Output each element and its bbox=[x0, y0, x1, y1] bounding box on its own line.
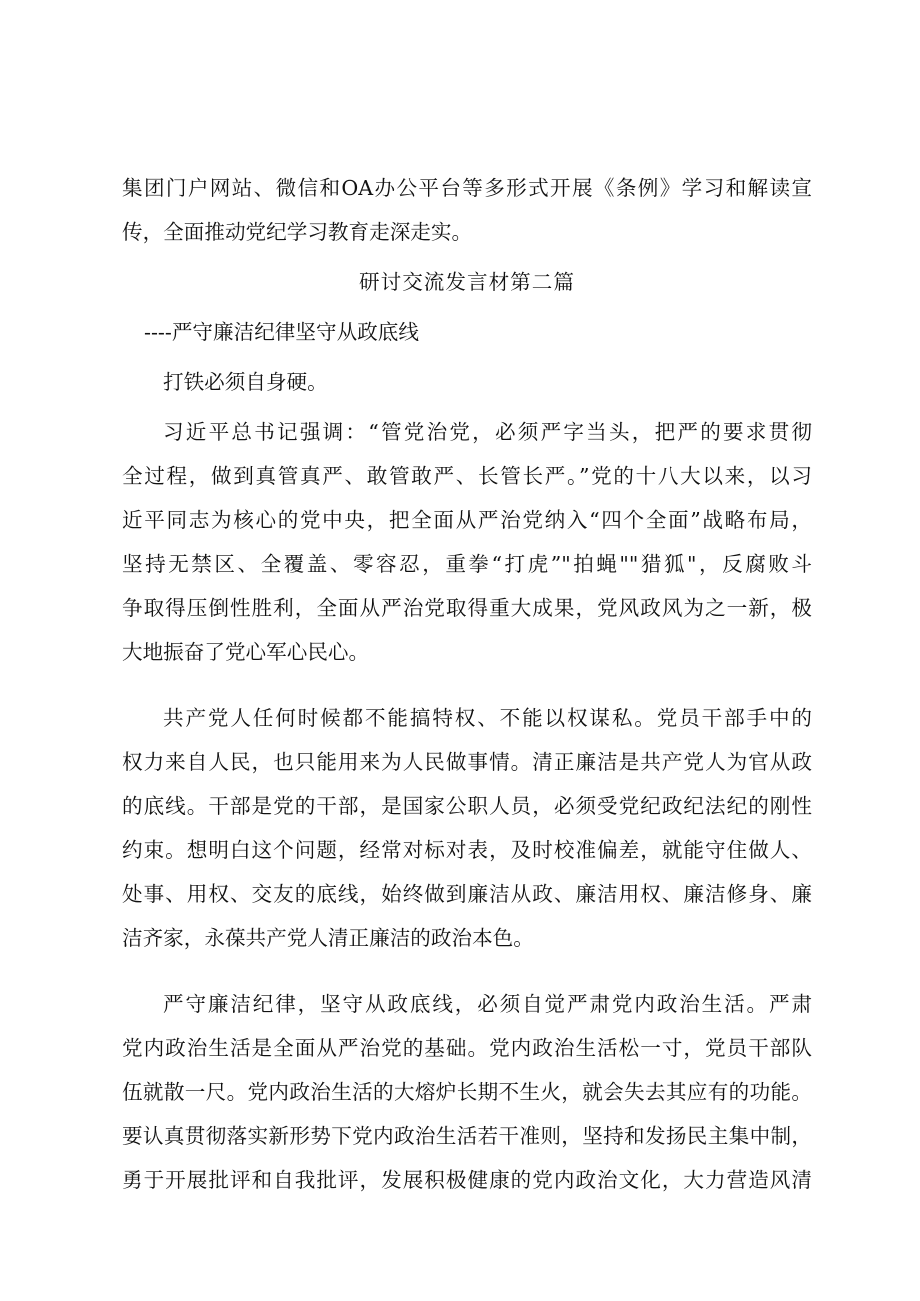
intro-line-2: 传，全面推动党纪学习教育走深走实。 bbox=[122, 220, 473, 244]
paragraph-line: 约束。想明白这个问题，经常对标对表，及时校准偏差，就能守住做人、 bbox=[122, 838, 812, 862]
paragraph-1 bbox=[122, 410, 812, 674]
paragraph-line: 要认真贯彻落实新形势下党内政治生活若干准则，坚持和发扬民主集中制， bbox=[122, 1124, 812, 1148]
paragraph-line: 共产党人任何时候都不能搞特权、不能以权谋私。党员干部手中的 bbox=[163, 706, 812, 730]
paragraph-line: 勇于开展批评和自我批评，发展积极健康的党内政治文化，大力营造风清 bbox=[122, 1168, 812, 1192]
paragraph-line: 党内政治生活是全面从严治党的基础。党内政治生活松一寸，党员干部队 bbox=[122, 1036, 812, 1060]
paragraph-line: 大地振奋了党心军心民心。 bbox=[122, 640, 370, 664]
document-body bbox=[122, 166, 812, 1202]
paragraph-line: 全过程，做到真管真严、敢管敢严、长管长严。”党的十八大以来，以习 bbox=[122, 464, 812, 488]
paragraph-line: 严守廉洁纪律，坚守从政底线，必须自觉严肃党内政治生活。严肃 bbox=[163, 992, 812, 1016]
paragraph-line: 洁齐家，永葆共产党人清正廉洁的政治本色。 bbox=[122, 926, 534, 950]
paragraph-line: 处事、用权、交友的底线，始终做到廉洁从政、廉洁用权、廉洁修身、廉 bbox=[122, 882, 812, 906]
intro-line-1: 集团门户网站、微信和OA办公平台等多形式开展《条例》学习和解读宣 bbox=[122, 176, 812, 200]
paragraph-line: 的底线。干部是党的干部，是国家公职人员，必须受党纪政纪法纪的刚性 bbox=[122, 794, 812, 818]
article-subtitle: ----严守廉洁纪律坚守从政底线 bbox=[144, 320, 419, 344]
paragraph-line: 近平同志为核心的党中央，把全面从严治党纳入“四个全面”战略布局， bbox=[122, 508, 812, 532]
paragraph-line: 习近平总书记强调：“管党治党，必须严字当头，把严的要求贯彻 bbox=[163, 420, 812, 444]
paragraph-2 bbox=[122, 696, 812, 960]
paragraph-3 bbox=[122, 982, 812, 1202]
lead-sentence: 打铁必须自身硬。 bbox=[163, 370, 328, 394]
article-title: 研讨交流发言材第二篇 bbox=[359, 270, 575, 294]
paragraph-line: 争取得压倒性胜利，全面从严治党取得重大成果，党风政风为之一新，极 bbox=[122, 596, 812, 620]
paragraph-line: 伍就散一尺。党内政治生活的大熔炉长期不生火，就会失去其应有的功能。 bbox=[122, 1080, 812, 1104]
paragraph-line: 权力来自人民，也只能用来为人民做事情。清正廉洁是共产党人为官从政 bbox=[122, 750, 812, 774]
paragraph-line: 坚持无禁区、全覆盖、零容忍，重拳“打虎”"拍蝇""猎狐"，反腐败斗 bbox=[122, 552, 812, 576]
